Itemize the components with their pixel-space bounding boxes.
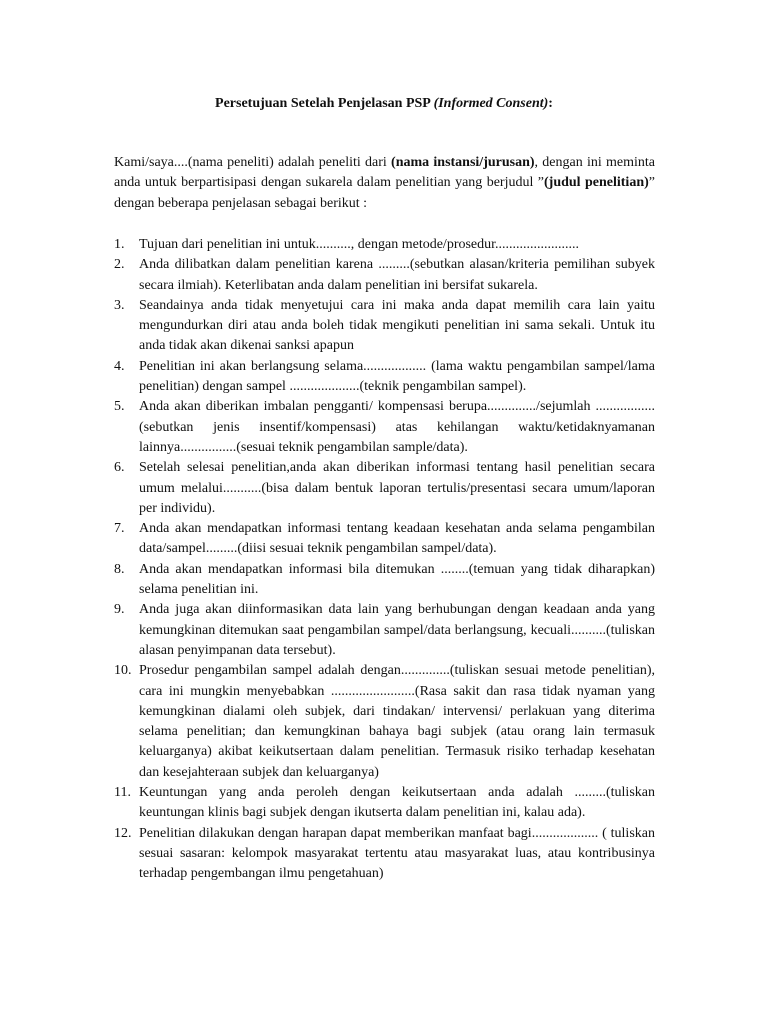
list-item xyxy=(114,824,655,885)
list-item xyxy=(114,397,655,458)
title-italic: (Informed Consent) xyxy=(433,96,549,111)
item-text: Anda juga akan diinformasikan data lain yang berhubungan dengan keadaan anda yang kemungkinan ditemukan saat pengambilan sampel/data berlangsung, kecuali..........(tuliskan alasan penyimpanan data tersebut). xyxy=(139,602,655,658)
title-main: Persetujuan Setelah Penjelasan PSP xyxy=(215,96,434,111)
item-number: 11. xyxy=(114,785,131,801)
consent-list xyxy=(114,235,655,885)
item-number: 9. xyxy=(114,602,125,618)
intro-text-3: ” dengan beberapa penjelasan sebagai berikut : xyxy=(114,175,655,211)
item-text: Keuntungan yang anda peroleh dengan keikutsertaan anda adalah .........(tuliskan keuntungan klinis bagi subjek dengan ikutserta dalam penelitian ini, kalau ada). xyxy=(139,785,655,821)
item-text: Seandainya anda tidak menyetujui cara ini maka anda dapat memilih cara lain yaitu mengundurkan diri atau anda boleh tidak mengikuti penelitian ini sama sekali. Untuk itu anda tidak akan dikenai sanksi apapun xyxy=(139,297,655,354)
item-number: 3. xyxy=(114,297,125,313)
list-item xyxy=(114,661,655,783)
intro-title-bold: (judul penelitian) xyxy=(544,175,649,191)
list-item xyxy=(114,560,655,601)
item-text: Prosedur pengambilan sampel adalah dengan..............(tuliskan sesuai metode penelitian), cara ini mungkin menyebabkan ........................(Rasa sakit dan rasa tidak nyaman yang kemungkinan dialami oleh subjek, dari tindakan/ intervensi/ perlakuan yang diterima selama penelitian; dan kemungkinan bahaya bagi subjek (atau orang lain termasuk keluarganya) akibat keikutsertaan dalam penelitian. Termasuk risiko terhadap kesehatan dan kesejahteraan subjek dan keluarganya) xyxy=(139,663,655,780)
intro-institution-bold: (nama instansi/jurusan) xyxy=(391,155,535,170)
item-number: 4. xyxy=(114,358,125,374)
item-number: 6. xyxy=(114,460,125,476)
intro-text-1: Kami/saya....(nama peneliti) adalah peneliti dari xyxy=(114,155,392,170)
list-item xyxy=(114,296,655,357)
list-item xyxy=(114,519,655,560)
item-text: Anda dilibatkan dalam penelitian karena .........(sebutkan alasan/kriteria pemilihan subyek secara ilmiah). Keterlibatan anda dalam penelitian ini bersifat sukarela. xyxy=(139,257,655,293)
intro-paragraph xyxy=(114,153,655,214)
intro-text-2: , dengan ini meminta anda untuk berpartisipasi dengan sukarela dalam penelitian yang berjudul ” xyxy=(114,155,655,191)
item-number: 2. xyxy=(114,257,125,273)
list-item xyxy=(114,255,655,296)
item-number: 7. xyxy=(114,521,125,537)
list-item xyxy=(114,600,655,661)
list-item xyxy=(114,458,655,519)
title-end: : xyxy=(548,96,553,111)
item-text: Tujuan dari penelitian ini untuk.........., dengan metode/prosedur........................ xyxy=(139,237,580,252)
item-number: 12. xyxy=(114,825,132,841)
item-number: 1. xyxy=(114,237,125,252)
item-number: 5. xyxy=(114,399,125,415)
document-title xyxy=(0,94,768,114)
item-number: 10. xyxy=(114,663,132,679)
item-text: Anda akan diberikan imbalan pengganti/ kompensasi berupa............../sejumlah .................(sebutkan jenis insentif/kompensasi) atas kehilangan waktu/ketidaknyamanan lainnya................(sesuai teknik pengambilan sample/data). xyxy=(139,399,655,455)
item-number: 8. xyxy=(114,561,125,577)
item-text: Anda akan mendapatkan informasi tentang keadaan kesehatan anda selama pengambilan data/sampel.........(diisi sesuai teknik pengambilan sampel/data). xyxy=(139,521,655,557)
item-text: Anda akan mendapatkan informasi bila ditemukan ........(temuan yang tidak diharapkan) selama penelitian ini. xyxy=(139,561,655,598)
item-text: Setelah selesai penelitian,anda akan diberikan informasi tentang hasil penelitian secara umum melalui...........(bisa dalam bentuk laporan tertulis/presentasi secara umum/laporan per individu). xyxy=(139,460,655,516)
list-item xyxy=(114,235,655,255)
list-item xyxy=(114,783,655,824)
item-text: Penelitian ini akan berlangsung selama.................. (lama waktu pengambilan sampel/lama penelitian) dengan sampel ....................(teknik pengambilan sampel). xyxy=(139,358,655,395)
item-text: Penelitian dilakukan dengan harapan dapat memberikan manfaat bagi................... ( tuliskan sesuai sasaran: kelompok masyarakat tertentu atau masyarakat luas, atau kontribusinya terhadap pengembangan ilmu pengetahuan) xyxy=(139,825,655,882)
list-item xyxy=(114,357,655,398)
